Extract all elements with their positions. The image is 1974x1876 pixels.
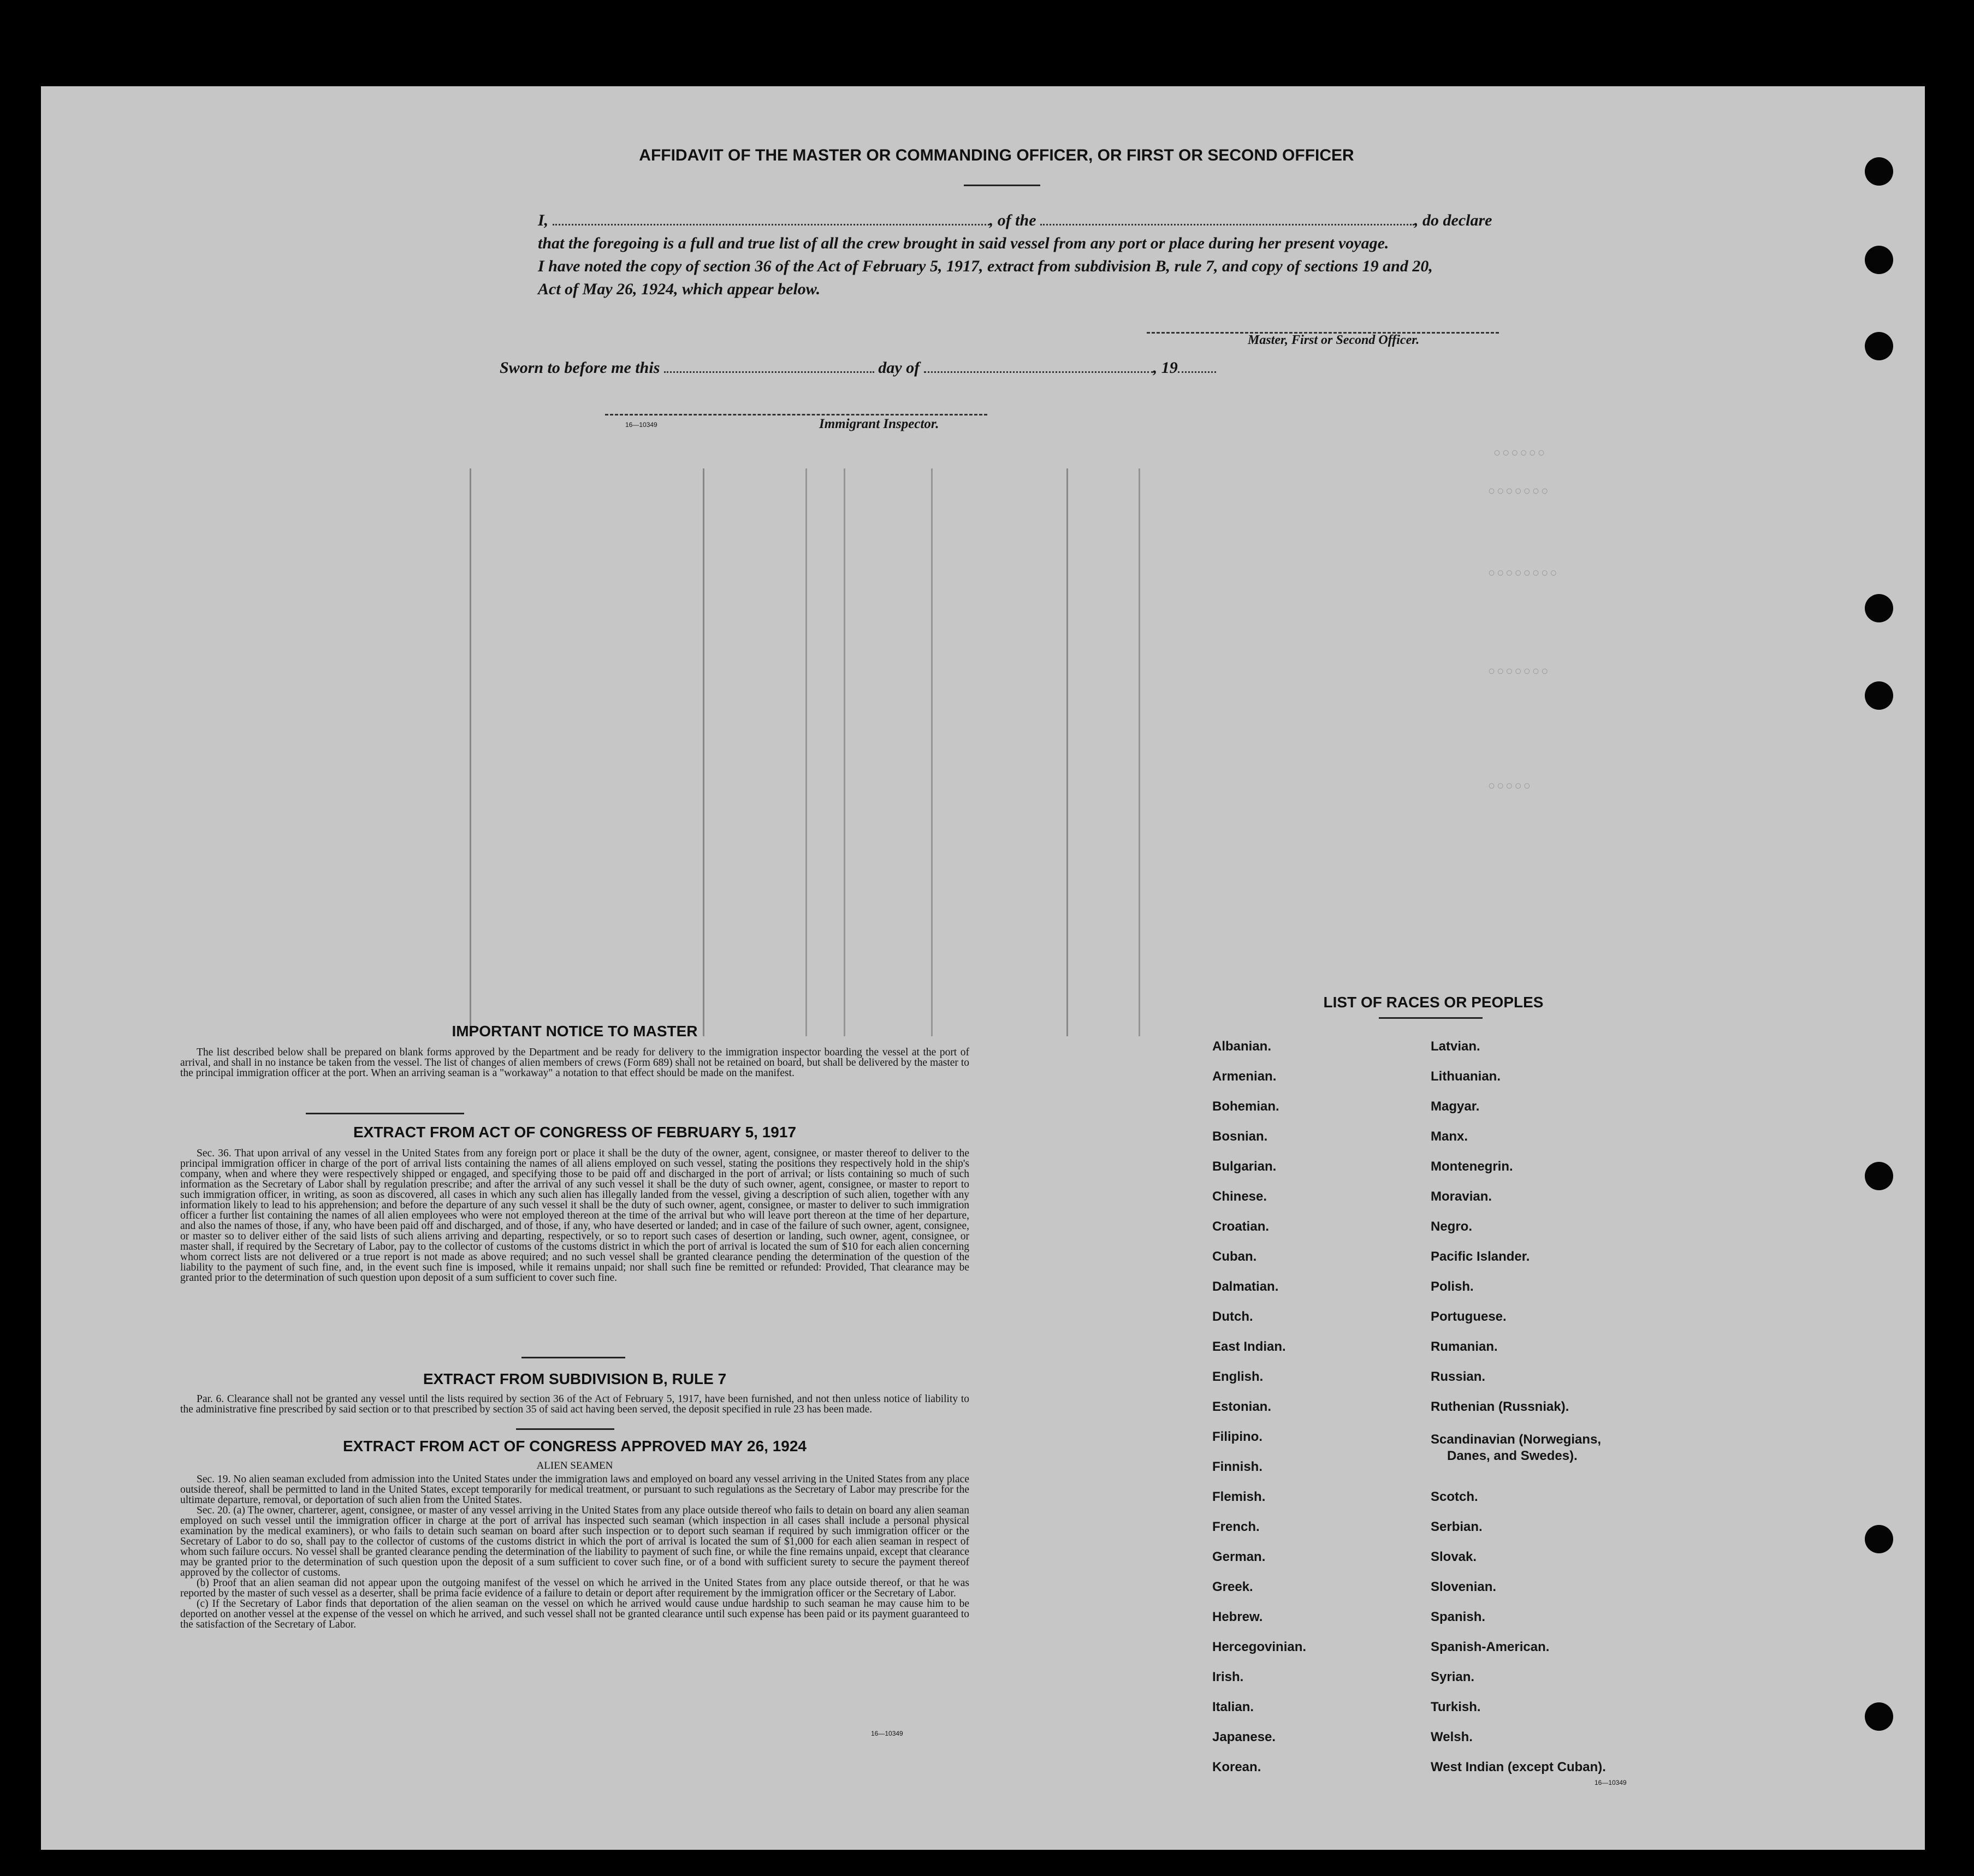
race-item-continued: Danes, and Swedes). [1447, 1448, 1578, 1463]
race-item: Korean. [1212, 1760, 1261, 1774]
sec-20b-text: (b) Proof that an alien seaman did not appear upon the outgoing manifest of the vessel on which he arrived in the United States from any place outside thereof, or that he was reported by the master of such vessel as a deserter, shall be prima facie evidence of a failure to detain or deport after requirement by the immigration officer or the Secretary of Labor. [180, 1577, 969, 1599]
race-item: Moravian. [1431, 1189, 1492, 1204]
divider [306, 1113, 464, 1114]
race-item: Irish. [1212, 1670, 1244, 1684]
rule7-title: EXTRACT FROM SUBDIVISION B, RULE 7 [423, 1370, 727, 1387]
sworn-day-field[interactable] [664, 357, 874, 373]
punch-hole [1865, 1702, 1893, 1731]
sworn-day-of: day of [878, 359, 920, 377]
extract-1917-text: Sec. 36. That upon arrival of any vessel in the United States from any foreign port or place it shall be the duty of the owner, agent, consignee, or master thereof to deliver to the principal immigration officer in charge of the port of arrival lists containing the names of all aliens employed on such vessel, stating the positions they respectively hold in the ship's company, when and where they were respectively shipped or engaged, and specifying those to be paid off and discharged in the port of arrival; or lists containing so much of such information as the Secretary of Labor shall by regulation prescribe; and after the arrival of any such vessel it shall be the duty of such owner, agent, consignee, or master to report to such immigration officer, in writing, as soon as discovered, all cases in which any such alien has illegally landed from the vessel, giving a description of such alien, together with any information likely to lead to his apprehension; and before the departure of any such vessel it shall be the duty of such owner, agent, consignee, or master to deliver to such immigration officer a further list containing the names of all alien employees who were not employed thereon at the time of the arrival but who will leave port thereon at the time of her departure, and also the names of those, if any, who have been paid off and discharged, and of those, if any, who have deserted or landed; and in case of the failure of such owner, agent, consignee, or master so to deliver either of the said lists of such aliens arriving and departing, respectively, or so to report such cases of desertion or landing, such owner, agent, consignee, or master shall, if required by the Secretary of Labor, pay to the collector of customs of the customs district in which the port of arrival is located the sum of $10 for each alien concerning whom correct lists are not delivered or a true report is not made as above required; and no such vessel shall be granted clearance pending the determination of the question of the liability to the payment of such fine, and, in the event such fine is imposed, while it remains unpaid; nor shall such fine be remitted or refunded: Provided, That clearance may be granted prior to the determination of such question upon deposit of a sum sufficient to cover such fine. [180, 1148, 969, 1284]
bleed-through-text: ○○○○○ [1488, 780, 1533, 793]
punch-hole [1865, 157, 1893, 186]
sworn-month-field[interactable] [924, 357, 1153, 373]
extract-1924-subtitle: ALIEN SEAMEN [536, 1460, 613, 1471]
sec-20c-text: (c) If the Secretary of Labor finds that deportation of the alien seaman on the vessel on which he arrived would cause undue hardship to such seaman he may cause him to be deported on another vessel at the expense of the vessel on which he arrived, and such vessel shall not be granted clearance until such expense has been paid or its payment guaranteed to the satisfaction of the Secretary of Labor. [180, 1598, 969, 1630]
form-page [41, 86, 1925, 1850]
race-item: English. [1212, 1369, 1264, 1384]
race-item: Scandinavian (Norwegians, [1431, 1432, 1602, 1447]
race-item: Bohemian. [1212, 1099, 1279, 1114]
bleed-through-text: ○○○○○○○ [1488, 485, 1550, 498]
notice-text: The list described below shall be prepared on blank forms approved by the Department and be ready for delivery to the immigration inspector boarding the vessel at the port of arrival, and shall in no instance be taken from the vessel. The list of changes of alien members of crews (Form 689) shall not be retained on board, but shall be delivered by the master to the principal immigration officer at the port. When an arriving seaman is a "workaway" a notation to that effect should be made on the manifest. [180, 1047, 969, 1079]
affidavit-declare: , do declare [1414, 211, 1492, 229]
ruling-line [470, 468, 471, 1036]
race-item: Syrian. [1431, 1670, 1475, 1684]
race-item: Spanish. [1431, 1610, 1486, 1624]
divider [964, 185, 1040, 186]
notice-title: IMPORTANT NOTICE TO MASTER [452, 1023, 698, 1040]
punch-hole [1865, 1162, 1893, 1190]
race-item: Japanese. [1212, 1730, 1276, 1744]
affidavit-i: I, [538, 211, 549, 229]
race-item: Finnish. [1212, 1459, 1262, 1474]
extract-1924-text [180, 1474, 969, 1630]
inspector-label: Immigrant Inspector. [819, 417, 939, 431]
vessel-field[interactable] [1040, 210, 1414, 225]
race-item: Bosnian. [1212, 1129, 1268, 1144]
name-field[interactable] [553, 210, 989, 225]
divider [1379, 1017, 1483, 1019]
ruling-line [844, 468, 845, 1036]
affidavit-line-4: Act of May 26, 1924, which appear below. [538, 280, 821, 298]
race-item: Turkish. [1431, 1700, 1481, 1714]
race-item: Bulgarian. [1212, 1159, 1277, 1174]
form-number: 16—10349 [625, 421, 657, 429]
race-item: Scotch. [1431, 1489, 1478, 1504]
race-item: Chinese. [1212, 1189, 1267, 1204]
extract-1924-title: EXTRACT FROM ACT OF CONGRESS APPROVED MAY 26, 1924 [343, 1438, 807, 1455]
ruling-line [1139, 468, 1140, 1036]
race-item: East Indian. [1212, 1339, 1286, 1354]
race-item: Russian. [1431, 1369, 1486, 1384]
race-item: Hercegovinian. [1212, 1640, 1307, 1654]
signature-label: Master, First or Second Officer. [1248, 333, 1420, 347]
bleed-through-text: ○○○○○○ [1493, 447, 1547, 460]
form-number: 16—10349 [1594, 1779, 1627, 1786]
race-item: Pacific Islander. [1431, 1249, 1530, 1264]
race-item: Polish. [1431, 1279, 1474, 1294]
punch-hole [1865, 246, 1893, 274]
race-item: Dalmatian. [1212, 1279, 1279, 1294]
race-item: Croatian. [1212, 1219, 1270, 1234]
race-item: Italian. [1212, 1700, 1254, 1714]
bleed-through-text: ○○○○○○○ [1488, 665, 1550, 679]
rule7-text: Par. 6. Clearance shall not be granted any vessel until the lists required by section 36 of the Act of February 5, 1917, have been furnished, and not then unless notice of liability to the administrative fine prescribed by said section or to that prescribed by section 35 of said act having been served, the deposit specified in rule 23 has been made. [180, 1393, 969, 1415]
ruling-line [805, 468, 807, 1036]
extract-1917-title: EXTRACT FROM ACT OF CONGRESS OF FEBRUARY 5, 1917 [353, 1124, 797, 1141]
races-title: LIST OF RACES OR PEOPLES [1323, 994, 1544, 1011]
race-item: Portuguese. [1431, 1309, 1507, 1324]
race-item: Welsh. [1431, 1730, 1473, 1744]
race-item: Estonian. [1212, 1399, 1272, 1414]
race-item: Slovak. [1431, 1550, 1477, 1564]
race-item: Hebrew. [1212, 1610, 1263, 1624]
sworn-line [500, 357, 1537, 379]
race-item: Manx. [1431, 1129, 1468, 1144]
sec-19-text: Sec. 19. No alien seaman excluded from admission into the United States under the immigration laws and employed on board any vessel arriving in the United States from any place outside thereof, shall be permitted to land in the United States, except temporarily for medical treatment, or pursuant to such regulations as the Secretary of Labor may prescribe for the ultimate departure, removal, or deportation of such alien from the United States. [180, 1474, 969, 1506]
divider [516, 1428, 614, 1430]
sworn-year-field[interactable] [1178, 357, 1216, 373]
ruling-line [1066, 468, 1068, 1036]
race-item: Dutch. [1212, 1309, 1253, 1324]
inspector-signature-line[interactable] [605, 414, 987, 415]
affidavit-line-3: I have noted the copy of section 36 of the Act of February 5, 1917, extract from subdivision B, rule 7, and copy of sections 19 and 20, [538, 257, 1433, 275]
ruling-line [931, 468, 933, 1036]
race-item: Slovenian. [1431, 1580, 1497, 1594]
race-item: German. [1212, 1550, 1266, 1564]
race-item: French. [1212, 1519, 1260, 1534]
ruling-line [703, 468, 704, 1036]
race-item: Cuban. [1212, 1249, 1257, 1264]
race-item: Greek. [1212, 1580, 1253, 1594]
affidavit-line-1 [538, 209, 1554, 232]
race-item: Filipino. [1212, 1429, 1262, 1444]
race-item: Rumanian. [1431, 1339, 1498, 1354]
form-number: 16—10349 [871, 1730, 903, 1737]
sworn-prefix: Sworn to before me this [500, 359, 660, 377]
race-item: Lithuanian. [1431, 1069, 1501, 1084]
race-item: Flemish. [1212, 1489, 1266, 1504]
race-item: Albanian. [1212, 1039, 1272, 1054]
sworn-year: , 19 [1153, 359, 1178, 377]
punch-hole [1865, 1525, 1893, 1553]
divider [521, 1357, 625, 1358]
race-item: Montenegrin. [1431, 1159, 1513, 1174]
race-item: Latvian. [1431, 1039, 1480, 1054]
punch-hole [1865, 594, 1893, 622]
race-item: West Indian (except Cuban). [1431, 1760, 1606, 1774]
punch-hole [1865, 332, 1893, 360]
race-item: Ruthenian (Russniak). [1431, 1399, 1569, 1414]
sec-20a-text: Sec. 20. (a) The owner, charterer, agent, consignee, or master of any vessel arriving in the United States from any place outside thereof who fails to detain on board any alien seaman employed on such vessel until the immigration officer in charge at the port of arrival has inspected such seaman (which inspection in all cases shall include a personal physical examination by the medical examiners), or who fails to detain such seaman on board after such inspection or to deport such seaman if required by such immigration officer or the Secretary of Labor to do so, shall pay to the collector of customs of the customs district in which the port of arrival is located the sum of $1,000 for each alien seaman in respect of whom such failure occurs. No vessel shall be granted clearance pending the determination of the liability to payment of such fine, or while the fine remains unpaid, except that clearance may be granted prior to the determination of such question upon the deposit of a sum sufficient to cover such fine, or of a bond with sufficient surety to secure the payment thereof approved by the collector of customs. [180, 1505, 969, 1578]
punch-hole [1865, 681, 1893, 710]
bleed-through-text: ○○○○○○○○ [1488, 567, 1559, 580]
affidavit-title: AFFIDAVIT OF THE MASTER OR COMMANDING OFFICER, OR FIRST OR SECOND OFFICER [639, 146, 1354, 164]
race-item: Spanish-American. [1431, 1640, 1550, 1654]
affidavit-of-the: , of the [989, 211, 1036, 229]
race-item: Armenian. [1212, 1069, 1277, 1084]
race-item: Serbian. [1431, 1519, 1483, 1534]
race-item: Negro. [1431, 1219, 1473, 1234]
race-item: Magyar. [1431, 1099, 1480, 1114]
affidavit-line-2: that the foregoing is a full and true list of all the crew brought in said vessel from any port or place during her present voyage. [538, 234, 1389, 252]
